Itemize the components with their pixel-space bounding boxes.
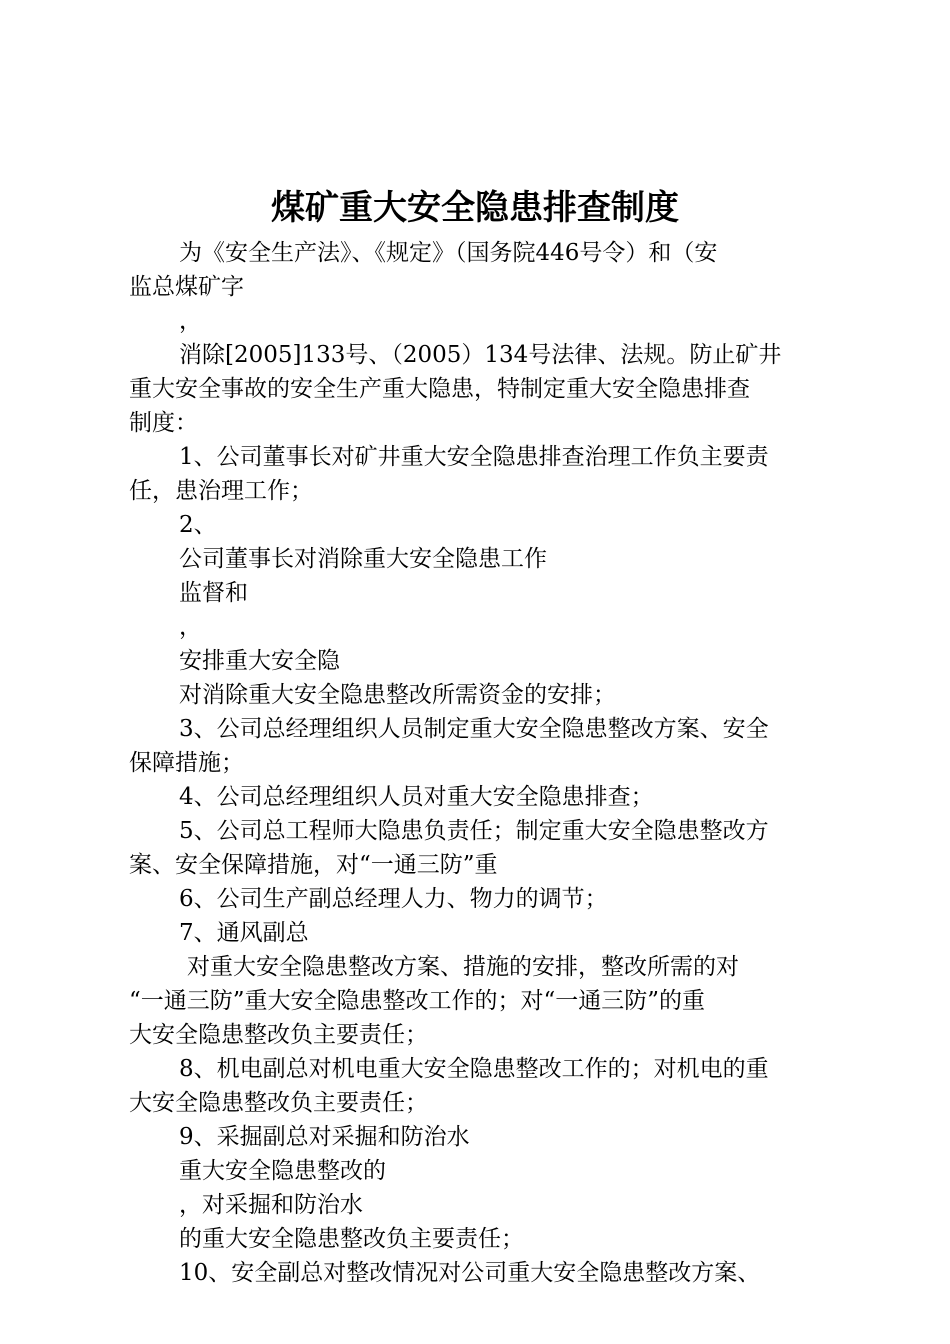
text-line: 任，患治理工作； xyxy=(129,478,313,504)
document-body xyxy=(129,236,834,1290)
text-line: 监督和 xyxy=(179,580,248,606)
text-line: 10、安全副总对整改情况对公司重大安全隐患整改方案、 xyxy=(179,1260,761,1286)
text-line: “一通三防”重大安全隐患整改工作的；对“一通三防”的重 xyxy=(129,988,706,1014)
text-line: 安排重大安全隐 xyxy=(179,648,340,674)
text-line: 对消除重大安全隐患整改所需资金的安排； xyxy=(179,682,616,708)
text-line: 3、公司总经理组织人员制定重大安全隐患整改方案、安全 xyxy=(179,716,769,742)
text-line: 的重大安全隐患整改负主要责任； xyxy=(179,1226,524,1252)
text-line: 重大安全隐患整改的 xyxy=(179,1158,386,1184)
text-line: 大安全隐患整改负主要责任； xyxy=(129,1022,428,1048)
text-line: 案、安全保障措施，对“一通三防”重 xyxy=(129,852,498,878)
text-line: 为《安全生产法》、《规定》（国务院446号令）和（安 xyxy=(179,240,718,266)
text-line: 8、机电副总对机电重大安全隐患整改工作的；对机电的重 xyxy=(179,1056,769,1082)
text-line: 6、公司生产副总经理人力、物力的调节； xyxy=(179,886,608,912)
text-line: ，对采掘和防治水 xyxy=(179,1192,363,1218)
text-line: 公司董事长对消除重大安全隐患工作 xyxy=(179,546,547,572)
text-line: 制度： xyxy=(129,410,198,436)
document-title: 煤矿重大安全隐患排查制度 xyxy=(271,188,679,228)
text-line: 重大安全事故的安全生产重大隐患，特制定重大安全隐患排查 xyxy=(129,376,750,402)
text-line: 4、公司总经理组织人员对重大安全隐患排查； xyxy=(179,784,654,810)
text-line: 监总煤矿字 xyxy=(129,274,244,300)
text-line: 1、公司董事长对矿井重大安全隐患排查治理工作负主要责 xyxy=(179,444,769,470)
text-line: 大安全隐患整改负主要责任； xyxy=(129,1090,428,1116)
text-line: 7、通风副总 xyxy=(179,920,309,946)
text-line: 5、公司总工程师大隐患负责任；制定重大安全隐患整改方 xyxy=(179,818,769,844)
text-line: 9、采掘副总对采掘和防治水 xyxy=(179,1124,470,1150)
text-line: 消除[2005]133号、（2005）134号法律、法规。防止矿井 xyxy=(179,342,782,368)
text-line: 对重大安全隐患整改方案、措施的安排，整改所需的对 xyxy=(187,954,739,980)
text-line: ， xyxy=(179,308,202,334)
text-line: 保障措施； xyxy=(129,750,244,776)
text-line: ， xyxy=(179,614,202,640)
text-line: 2、 xyxy=(179,512,217,538)
